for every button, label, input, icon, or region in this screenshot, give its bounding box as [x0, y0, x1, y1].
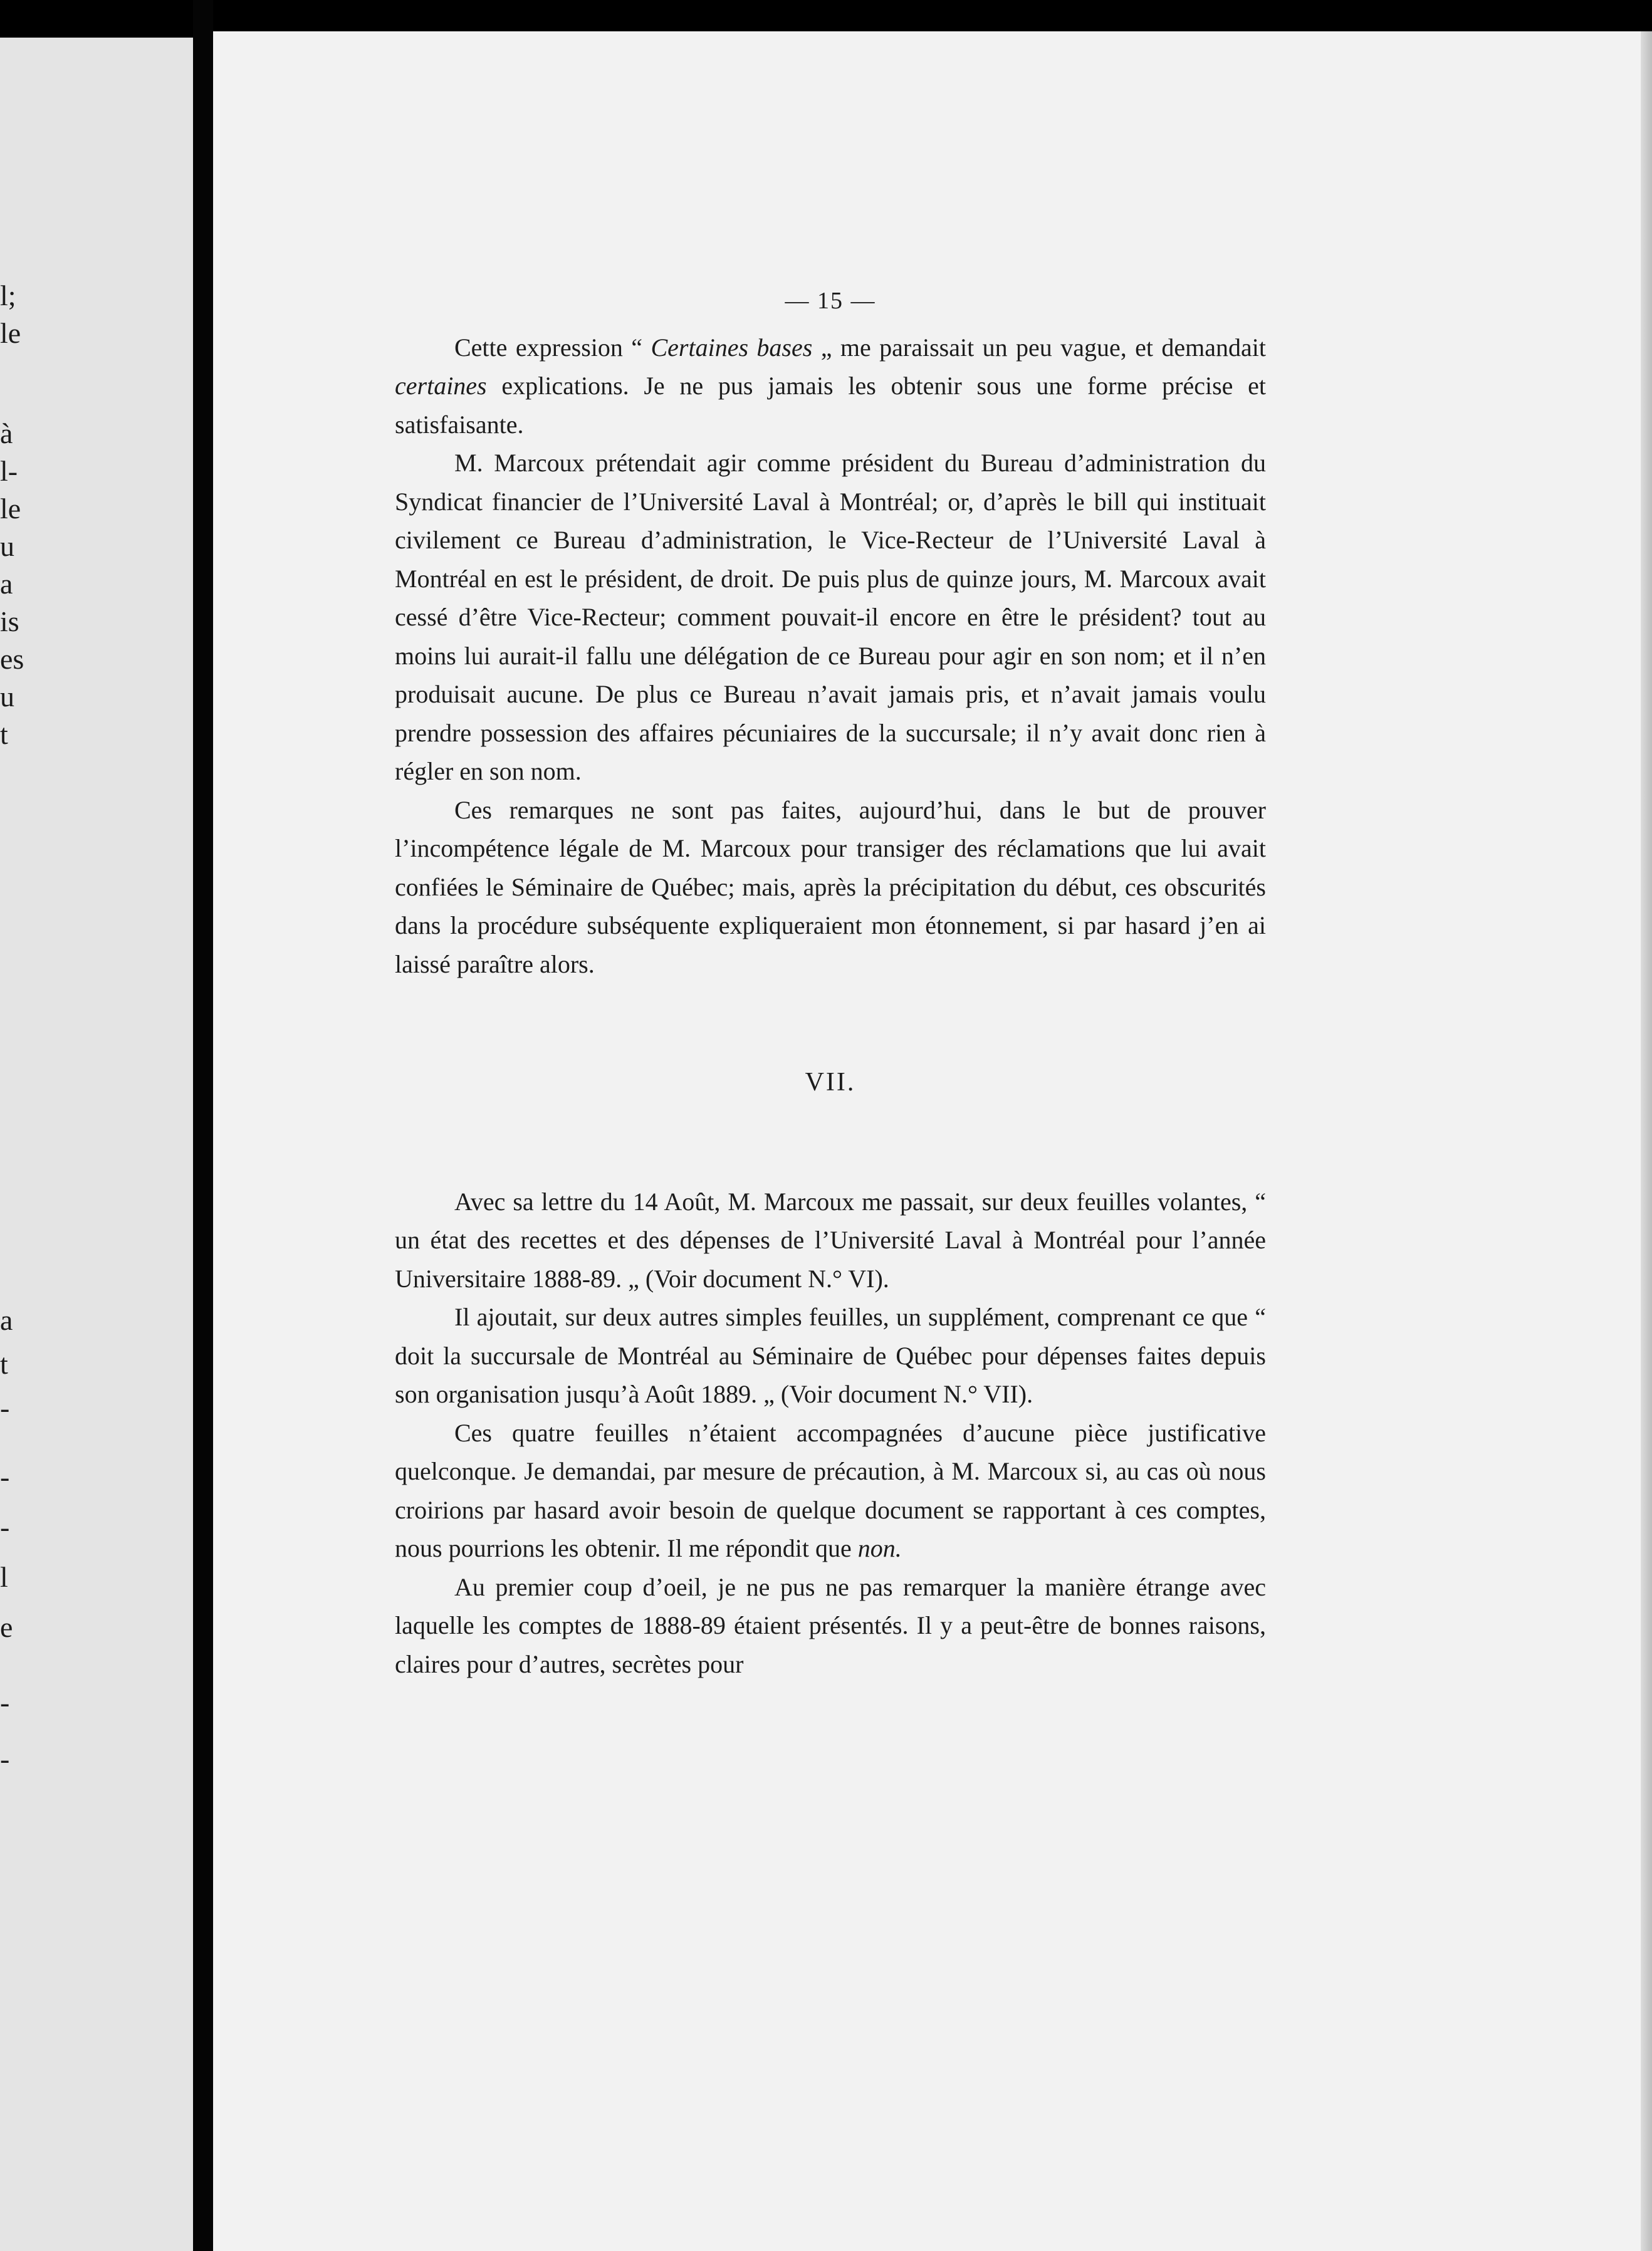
page-edge: [1641, 31, 1652, 2251]
paragraph: [395, 1568, 1266, 1684]
text-run: Il ajoutait, sur deux autres simples feuilles, un supplément, comprenant ce que “ doit la succursale de Montréal au Séminaire de Québec pour dépenses faites depuis son organisation jusqu’à Août 1889. „ (Voir document N.° VII).: [395, 1303, 1266, 1408]
text-run: Certaines bases: [651, 333, 813, 362]
text-run: „ me paraissait un peu vague, et demandait: [812, 333, 1266, 362]
paragraphs-before: [395, 328, 1266, 984]
section-heading: VII.: [805, 1068, 856, 1097]
margin-fragment: l-: [0, 455, 18, 487]
paragraph: [395, 328, 1266, 444]
paragraph: [395, 1298, 1266, 1414]
margin-fragment: -: [0, 1686, 10, 1718]
text-run: M. Marcoux prétendait agir comme président du Bureau d’administration du Syndicat financier de l’Université Laval à Montréal; or, d’après le bill qui instituait civilement ce Bureau d’administration, le Vice-Recteur de l’Université Laval à Montréal en est le président, de droit. De puis plus de quinze jours, M. Marcoux avait cessé d’être Vice-Recteur; comment pouvait-il encore en être le président? tout au moins lui aurait-il fallu une délégation de ce Bureau pour agir en son nom; et il n’en produisait aucune. De plus ce Bureau n’avait jamais pris, et n’avait jamais voulu prendre possession des affaires pécuniaires de la succursale; il n’y avait donc rien à régler en son nom.: [395, 449, 1266, 785]
margin-fragment: l;: [0, 279, 16, 311]
margin-fragment: l: [0, 1561, 8, 1593]
margin-fragment: es: [0, 643, 24, 675]
left-margin-text: [0, 38, 50, 2251]
paragraph: [395, 1414, 1266, 1568]
margin-fragment: t: [0, 718, 8, 750]
text-run: Cette expression “: [454, 333, 651, 362]
text-run: Au premier coup d’oeil, je ne pus ne pas remarquer la manière étrange avec laquelle les comptes de 1888-89 étaient présentés. Il y a peut-être de bonnes raisons, claires pour d’autres, secrètes pour: [395, 1572, 1266, 1678]
paragraph: [395, 444, 1266, 791]
text-run: non.: [857, 1534, 902, 1562]
left-page-fragment: [0, 38, 193, 2251]
paragraph: [395, 791, 1266, 984]
right-page: [213, 31, 1652, 2251]
paragraph: [395, 1183, 1266, 1298]
page-number: — 15 —: [785, 288, 876, 314]
margin-fragment: à: [0, 417, 13, 449]
paragraphs-after: [395, 1183, 1266, 1684]
margin-fragment: le: [0, 493, 21, 525]
margin-fragment: u: [0, 530, 14, 562]
margin-fragment: t: [0, 1348, 8, 1380]
margin-fragment: -: [0, 1743, 10, 1775]
margin-fragment: -: [0, 1461, 10, 1493]
margin-fragment: -: [0, 1392, 10, 1424]
margin-fragment: u: [0, 681, 14, 713]
text-block: [395, 282, 1266, 1683]
book-gutter: [193, 0, 213, 2251]
margin-fragment: -: [0, 1511, 10, 1543]
text-run: Ces quatre feuilles n’étaient accompagnées d’aucune pièce justificative quelconque. Je demandai, par mesure de précaution, à M. Marcoux si, au cas où nous croirions par hasard avoir besoin de quelque document se rapportant à ces comptes, nous pourrions les obtenir. Il me répondit que: [395, 1418, 1266, 1562]
margin-fragment: a: [0, 568, 13, 600]
text-run: Avec sa lettre du 14 Août, M. Marcoux me passait, sur deux feuilles volantes, “ un état des recettes et des dépenses de l’Université Laval à Montréal pour l’année Universitaire 1888-89. „ (Voir document N.° VI).: [395, 1187, 1266, 1293]
text-run: explications. Je ne pus jamais les obtenir sous une forme précise et satisfaisante.: [395, 372, 1266, 439]
margin-fragment: is: [0, 605, 19, 637]
margin-fragment: a: [0, 1304, 13, 1336]
margin-fragment: le: [0, 317, 21, 349]
text-run: certaines: [395, 372, 487, 400]
text-run: Ces remarques ne sont pas faites, aujourd’hui, dans le but de prouver l’incompétence légale de M. Marcoux pour transiger des réclamations que lui avait confiées le Séminaire de Québec; mais, après la précipitation du début, ces obscurités dans la procédure subséquente expliqueraient mon étonnement, si par hasard j’en ai laissé paraître alors.: [395, 795, 1266, 978]
margin-fragment: e: [0, 1611, 13, 1643]
